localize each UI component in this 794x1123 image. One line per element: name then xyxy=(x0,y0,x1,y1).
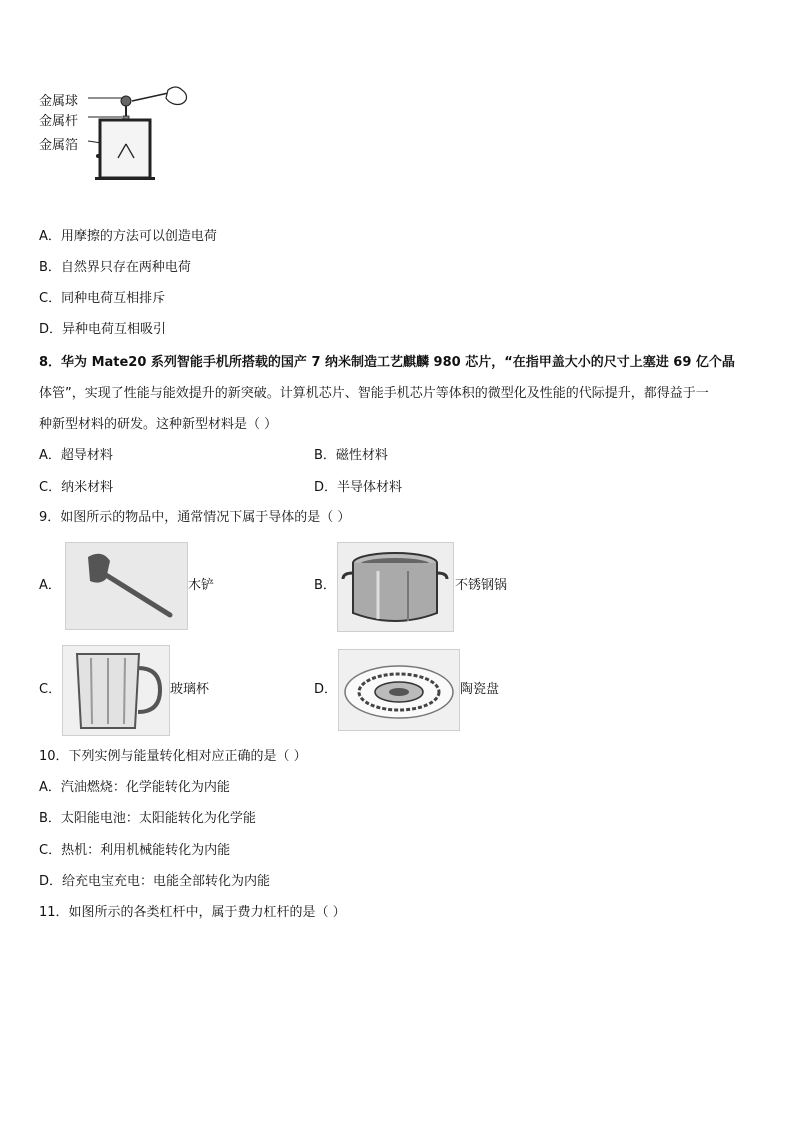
q7-option-b: B．自然界只存在两种电荷 xyxy=(39,260,191,275)
electroscope-drawing xyxy=(38,86,198,186)
q9-option-a-caption: 木铲 xyxy=(188,578,215,593)
q8-option-c: C．纳米材料 xyxy=(39,480,114,495)
q8-stem-line1: 8．华为 Mate20 系列智能手机所搭载的国产 7 纳米制造工艺麒麟 980 芯片，“在指甲盖大小的尺寸上塞进 69 亿个晶 xyxy=(39,355,735,370)
q7-option-a: A．用摩擦的方法可以创造电荷 xyxy=(39,229,217,244)
q9-option-d-caption: 陶瓷盘 xyxy=(460,682,500,697)
pot-icon xyxy=(338,543,453,631)
q10-option-b: B．太阳能电池：太阳能转化为化学能 xyxy=(39,811,256,826)
q9-stem: 9．如图所示的物品中，通常情况下属于导体的是（ ） xyxy=(39,510,351,525)
q10-stem: 10．下列实例与能量转化相对应正确的是（ ） xyxy=(39,749,307,764)
q8-option-b: B．磁性材料 xyxy=(314,448,388,463)
q8-stem-line2: 体管”，实现了性能与能效提升的新突破。计算机芯片、智能手机芯片等体积的微型化及性能的代际提升，都得益于一 xyxy=(39,386,709,401)
q9-option-c-caption: 玻璃杯 xyxy=(170,682,210,697)
q7-option-d: D．异种电荷互相吸引 xyxy=(39,322,167,337)
q7-option-c: C．同种电荷互相排斥 xyxy=(39,291,166,306)
label-metal-foil: 金属箔 xyxy=(39,138,79,153)
electroscope-figure xyxy=(38,86,198,186)
glass-cup-image xyxy=(62,645,170,736)
q9-option-d-letter: D． xyxy=(314,682,338,697)
q9-option-b-letter: B． xyxy=(314,578,336,593)
wooden-spatula-image xyxy=(65,542,188,630)
q8-option-d: D．半导体材料 xyxy=(314,480,403,495)
q10-option-c: C．热机：利用机械能转化为内能 xyxy=(39,843,231,858)
steel-pot-image xyxy=(337,542,454,632)
q9-option-b-caption: 不锈钢锅 xyxy=(455,578,508,593)
label-metal-ball: 金属球 xyxy=(39,94,79,109)
q8-option-a: A．超导材料 xyxy=(39,448,113,463)
spatula-icon xyxy=(66,543,187,629)
plate-icon xyxy=(339,650,459,730)
q8-stem-line3: 种新型材料的研发。这种新型材料是（ ） xyxy=(39,417,278,432)
label-metal-rod: 金属杆 xyxy=(39,114,79,129)
q10-option-d: D．给充电宝充电：电能全部转化为内能 xyxy=(39,874,271,889)
q11-stem: 11．如图所示的各类杠杆中，属于费力杠杆的是（ ） xyxy=(39,905,346,920)
ceramic-plate-image xyxy=(338,649,460,731)
q9-option-a-letter: A． xyxy=(39,578,61,593)
q10-option-a: A．汽油燃烧：化学能转化为内能 xyxy=(39,780,230,795)
q9-option-c-letter: C． xyxy=(39,682,62,697)
glass-cup-icon xyxy=(63,646,169,735)
